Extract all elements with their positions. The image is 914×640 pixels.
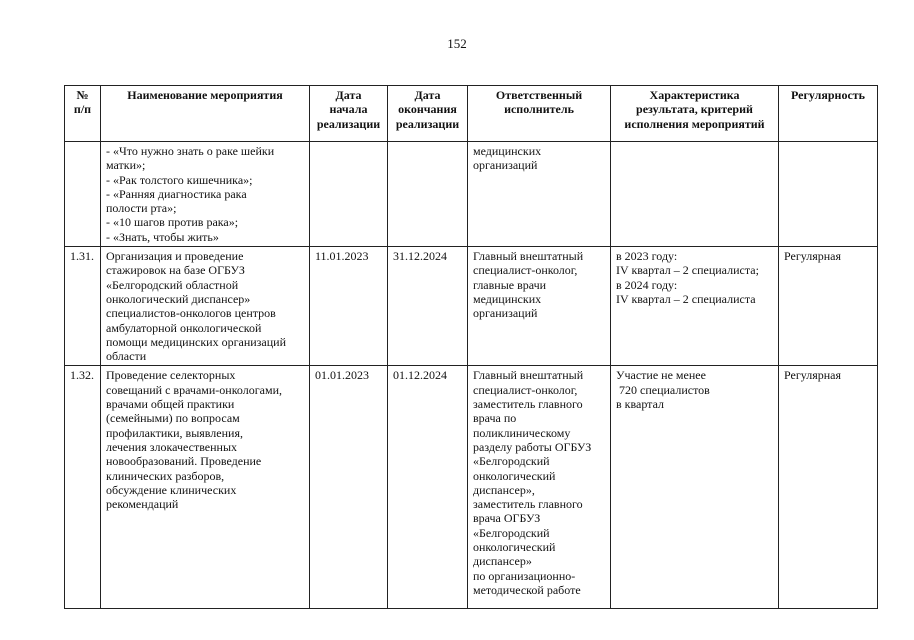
- executor-line: врача ОГБУЗ: [473, 511, 541, 526]
- executor-line: онкологический: [473, 468, 556, 483]
- activity-name-line: специалистов-онкологов центров: [106, 306, 276, 321]
- header-end-date: [388, 86, 468, 142]
- end-date-cell: [388, 366, 468, 609]
- header-end-date-line: окончания: [398, 102, 457, 117]
- activity-name-line: «Белгородский областной: [106, 277, 239, 292]
- row-number-cell: [65, 142, 101, 247]
- activity-name-line: новообразований. Проведение: [106, 454, 262, 469]
- header-start-date: [310, 86, 388, 142]
- header-name-line: Наименование мероприятия: [127, 88, 283, 102]
- header-end-date-line: Дата: [414, 88, 441, 102]
- regularity: Регулярная: [784, 249, 842, 264]
- executor-line: диспансер»,: [473, 482, 535, 497]
- activity-name-cell: [101, 247, 310, 366]
- end-date-cell: [388, 142, 468, 247]
- activity-name-line: - «10 шагов против рака»;: [106, 215, 239, 230]
- header-executor: [468, 86, 611, 142]
- activity-name-line: рекомендаций: [106, 497, 179, 512]
- executor-line: разделу работы ОГБУЗ: [473, 439, 592, 454]
- activity-name-line: профилактики, выявления,: [106, 425, 243, 440]
- header-start-date-line: Дата: [335, 88, 362, 102]
- header-result-line: результата, критерий: [636, 102, 753, 117]
- executor-cell: [468, 142, 611, 247]
- result-criteria-line: Участие не менее: [616, 368, 706, 383]
- executor-line: заместитель главного: [473, 497, 583, 512]
- result-criteria-cell: [611, 366, 779, 609]
- executor-line: специалист-онколог,: [473, 382, 578, 397]
- result-criteria-line: в 2023 году:: [616, 249, 678, 264]
- executor-line: поликлиническому: [473, 425, 571, 440]
- header-result-line: исполнения мероприятий: [624, 116, 765, 131]
- activity-name-line: Проведение селекторных: [106, 368, 236, 383]
- header-start-date-line: реализации: [316, 116, 381, 131]
- executor-line: онкологический: [473, 540, 556, 555]
- activity-name-line: - «Что нужно знать о раке шейки: [106, 144, 275, 158]
- row-number-cell: [65, 366, 101, 609]
- activity-name-line: - «Знать, чтобы жить»: [106, 229, 219, 244]
- result-criteria-line: IV квартал – 2 специалиста;: [616, 263, 759, 278]
- executor-line: организаций: [473, 306, 538, 321]
- executor-line: Главный внештатный: [473, 368, 584, 383]
- activity-name-line: - «Рак толстого кишечника»;: [106, 172, 253, 187]
- result-criteria-line: в квартал: [616, 397, 664, 412]
- start-date-cell: [310, 247, 388, 366]
- header-number-line: №: [76, 88, 89, 102]
- row-number: 1.32.: [70, 368, 94, 383]
- header-executor-line: Ответственный: [495, 88, 583, 102]
- start-date: 01.01.2023: [315, 368, 369, 383]
- executor-cell: [468, 247, 611, 366]
- regularity-cell: [779, 142, 878, 247]
- activity-name-line: помощи медицинских организаций: [106, 334, 287, 349]
- header-result: [611, 86, 779, 142]
- activity-name-line: совещаний с врачами-онкологами,: [106, 382, 283, 397]
- executor-line: «Белгородский: [473, 454, 550, 469]
- header-number: [65, 86, 101, 142]
- executor-line: методической работе: [473, 582, 581, 597]
- regularity-cell: [779, 247, 878, 366]
- activities-table: [64, 85, 878, 609]
- activity-name-line: врачами общей практики: [106, 397, 235, 412]
- header-name: [101, 86, 310, 142]
- executor-line: Главный внештатный: [473, 249, 584, 264]
- table-row: [65, 247, 878, 366]
- page-number: 152: [447, 36, 467, 51]
- activity-name-line: лечения злокачественных: [106, 439, 238, 454]
- header-start-date-line: начала: [329, 102, 368, 117]
- header-regularity-line: Регулярность: [790, 88, 866, 102]
- end-date: 01.12.2024: [393, 368, 447, 383]
- activity-name-line: амбулаторной онкологической: [106, 320, 262, 335]
- executor-line: диспансер»: [473, 554, 532, 569]
- table-row: [65, 142, 878, 247]
- activity-name-line: области: [106, 349, 147, 364]
- result-criteria-line: 720 специалистов: [616, 382, 710, 397]
- header-executor-line: исполнитель: [504, 102, 574, 117]
- start-date-cell: [310, 366, 388, 609]
- header-number-line: п/п: [73, 102, 92, 117]
- end-date: 31.12.2024: [393, 249, 447, 264]
- row-number-cell: [65, 247, 101, 366]
- header-result-line: Характеристика: [649, 88, 740, 102]
- result-criteria-cell: [611, 247, 779, 366]
- activity-name-line: полости рта»;: [106, 201, 177, 216]
- header-end-date-line: реализации: [395, 116, 460, 131]
- executor-line: специалист-онколог,: [473, 263, 578, 278]
- regularity: Регулярная: [784, 368, 842, 383]
- executor-line: по организационно-: [473, 568, 576, 583]
- executor-line: медицинских: [473, 291, 542, 306]
- table-row: [65, 366, 878, 609]
- header-regularity: [779, 86, 878, 142]
- executor-line: главные врачи: [473, 277, 547, 292]
- activity-name-line: - «Ранняя диагностика рака: [106, 186, 247, 201]
- result-criteria-cell: [611, 142, 779, 247]
- activity-name-line: стажировок на базе ОГБУЗ: [106, 263, 245, 278]
- start-date: 11.01.2023: [315, 249, 369, 264]
- row-number: 1.31.: [70, 249, 94, 264]
- result-criteria-line: IV квартал – 2 специалиста: [616, 291, 756, 306]
- activity-name-cell: [101, 142, 310, 247]
- activity-name-line: обсуждение клинических: [106, 482, 237, 497]
- executor-line: врача по: [473, 411, 517, 426]
- table-header-row: [65, 86, 878, 142]
- activity-name-line: клинических разборов,: [106, 468, 225, 483]
- executor-line: заместитель главного: [473, 397, 583, 412]
- activity-name-line: Организация и проведение: [106, 249, 244, 264]
- start-date-cell: [310, 142, 388, 247]
- executor-line: «Белгородский: [473, 525, 550, 540]
- activity-name-line: онкологический диспансер»: [106, 291, 251, 306]
- end-date-cell: [388, 247, 468, 366]
- regularity-cell: [779, 366, 878, 609]
- executor-line: медицинских: [473, 144, 542, 158]
- result-criteria-line: в 2024 году:: [616, 277, 678, 292]
- activity-name-cell: [101, 366, 310, 609]
- executor-cell: [468, 366, 611, 609]
- activity-name-line: (семейными) по вопросам: [106, 411, 240, 426]
- activity-name-line: матки»;: [106, 158, 146, 173]
- executor-line: организаций: [473, 158, 538, 173]
